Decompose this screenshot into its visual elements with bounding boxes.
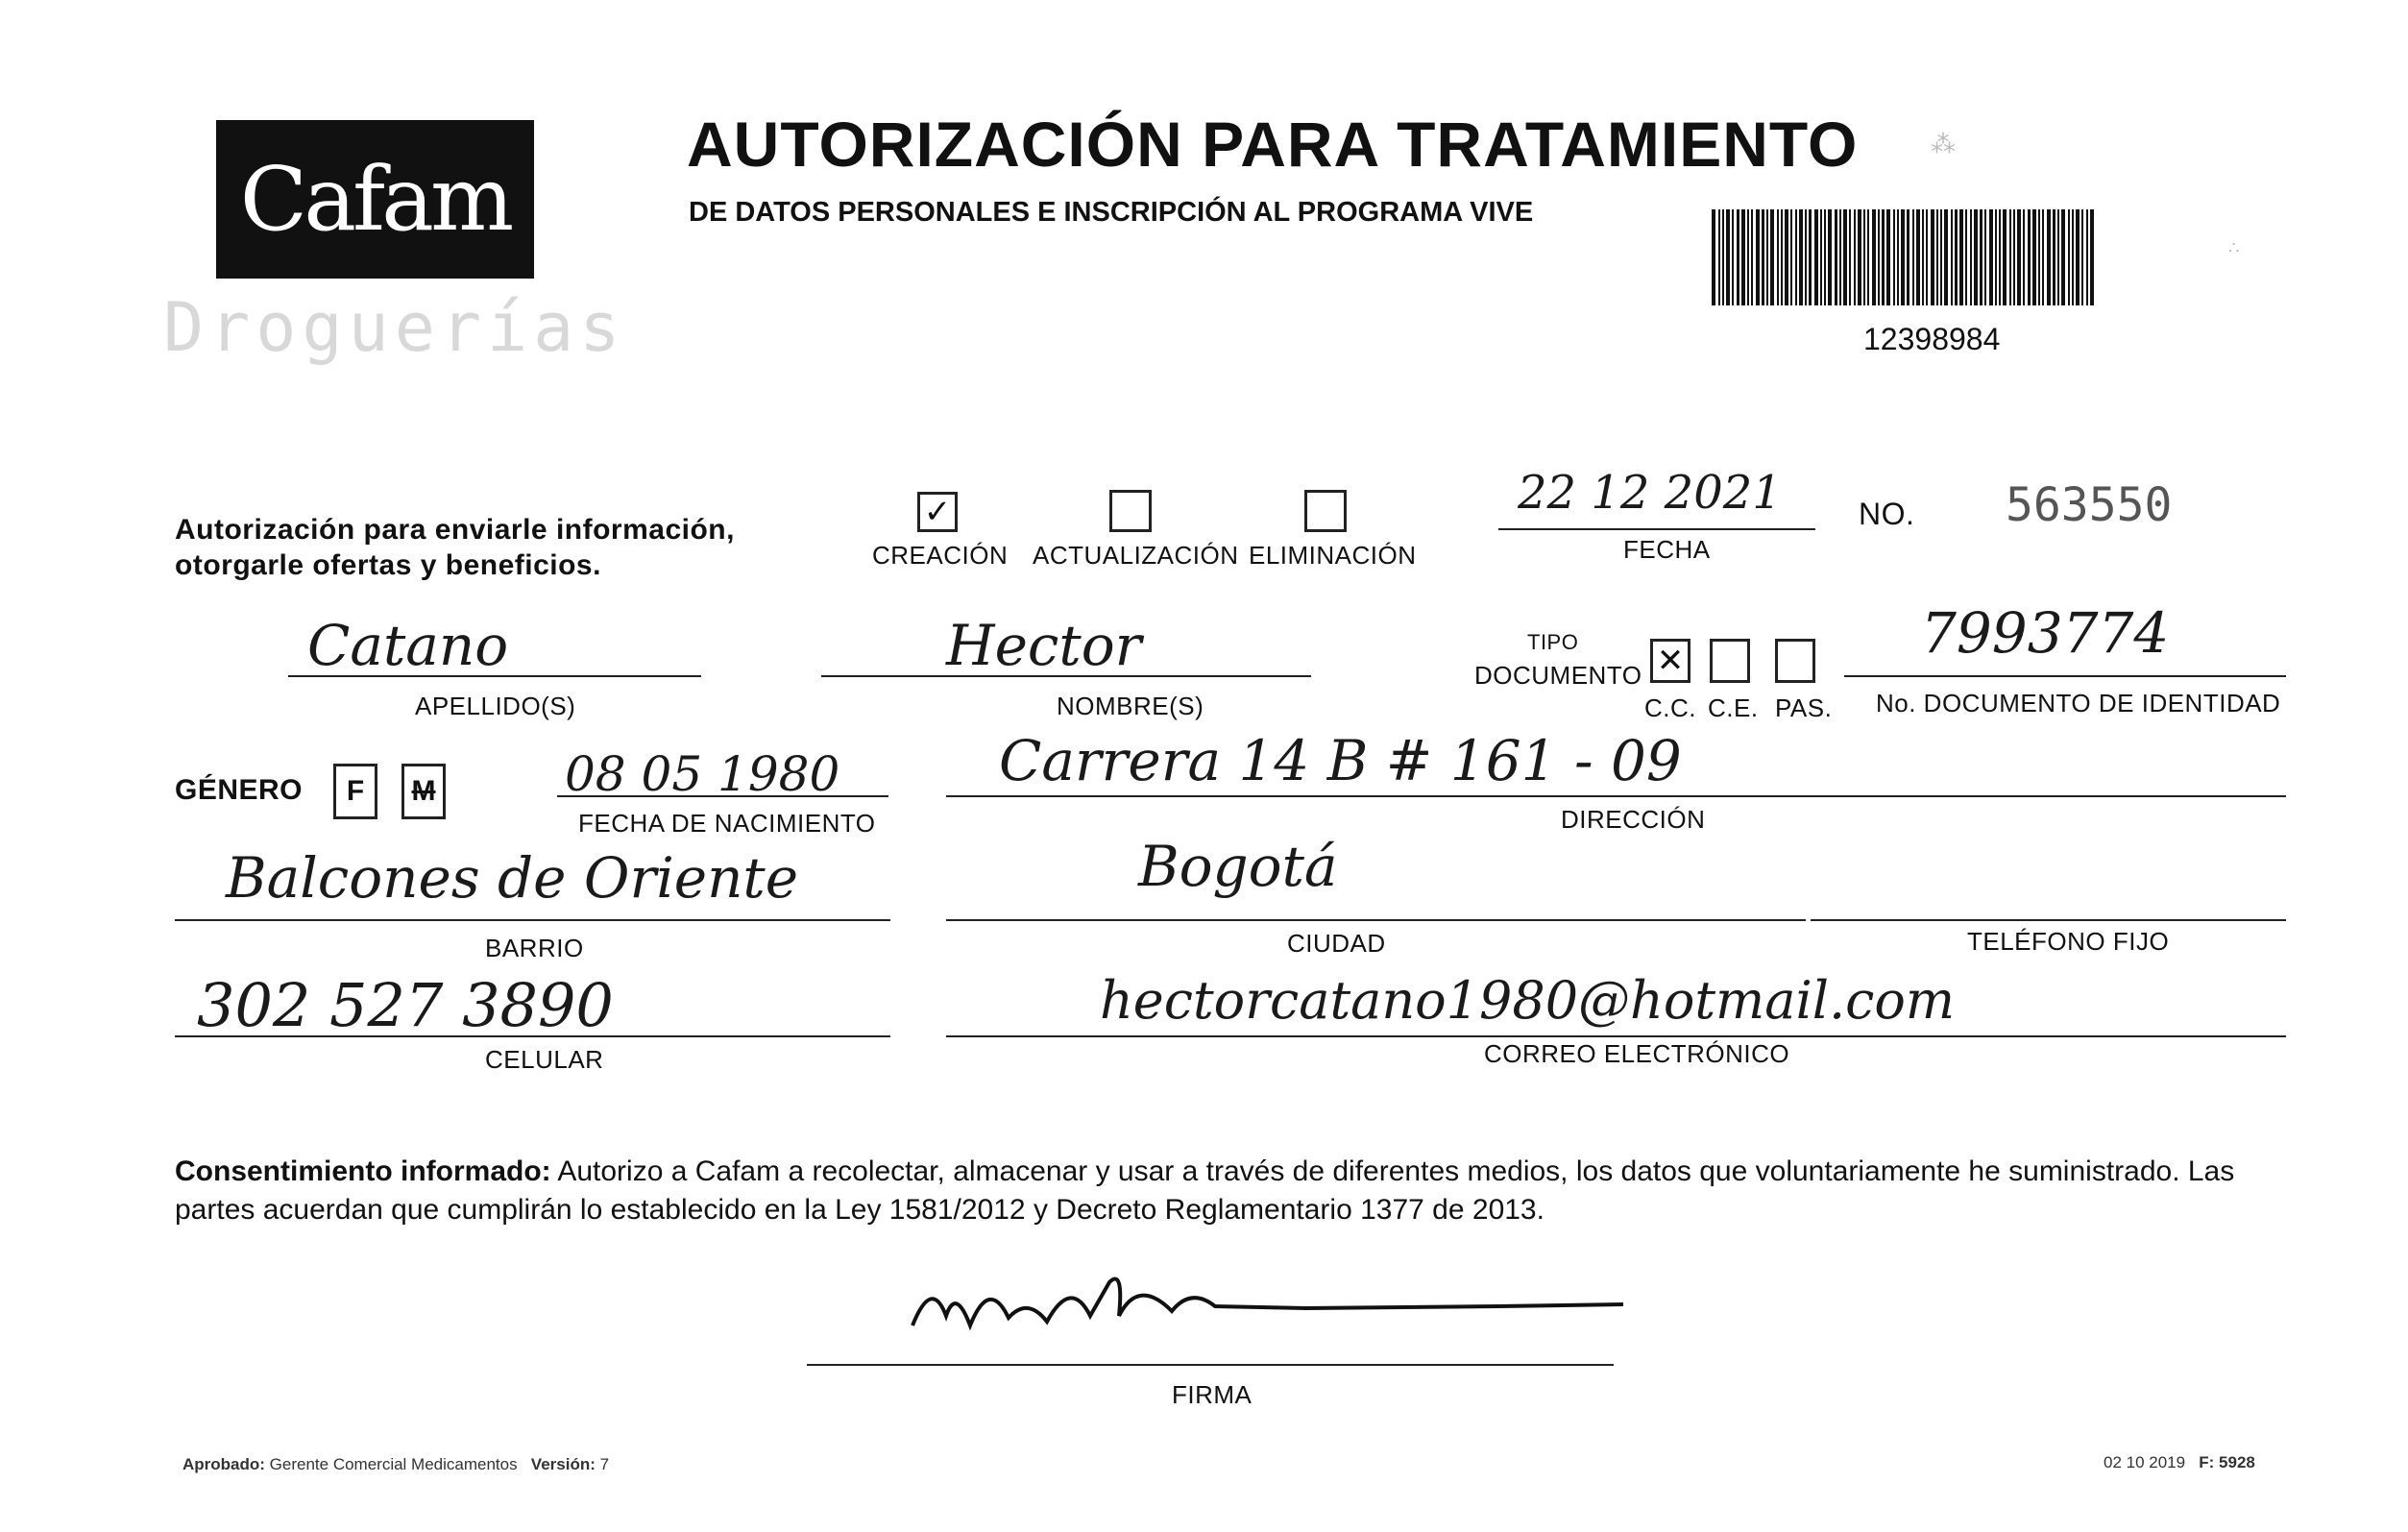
birth-date-value[interactable]: 08 05 1980	[565, 746, 840, 802]
barcode-bar	[2028, 209, 2031, 305]
barcode-bar	[1944, 209, 1948, 305]
address-line	[946, 795, 2286, 797]
barcode-bar	[1974, 209, 1978, 305]
barcode-bar	[1922, 209, 1924, 305]
barcode-bar	[1886, 209, 1890, 305]
barcode-bar	[2086, 209, 2088, 305]
approved-value: Gerente Comercial Medicamentos	[269, 1455, 518, 1473]
cell-value[interactable]: 302 527 3890	[197, 970, 614, 1040]
barcode-bar	[1995, 209, 1997, 305]
barcode-bar	[1970, 209, 1972, 305]
barcode-bar	[1989, 209, 1993, 305]
barcode-bar	[2081, 209, 2083, 305]
barcode-bar	[1901, 209, 1905, 305]
barcode	[1712, 209, 2098, 305]
barcode-bar	[1931, 209, 1934, 305]
gender-f-label: F	[346, 775, 365, 807]
footer-approval	[182, 1455, 609, 1474]
phone-label: TELÉFONO FIJO	[1967, 927, 2170, 956]
barcode-bar	[1747, 209, 1749, 305]
barcode-bar	[2061, 209, 2065, 305]
barcode-bar	[1936, 209, 1938, 305]
approved-label: Aprobado:	[182, 1455, 265, 1473]
doc-type-label-2: DOCUMENTO	[1474, 661, 1642, 690]
check-icon: ✓	[923, 494, 952, 530]
barcode-bar	[2038, 209, 2040, 305]
barrio-label: BARRIO	[485, 934, 584, 962]
barcode-bar	[1940, 209, 1942, 305]
doc-number-line	[1844, 675, 2286, 677]
option-creacion-label: CREACIÓN	[872, 541, 1009, 570]
barcode-bar	[1835, 209, 1837, 305]
phone-line	[1811, 919, 2286, 921]
barcode-bar	[1882, 209, 1885, 305]
barcode-bar	[2009, 209, 2011, 305]
barcode-bar	[1849, 209, 1851, 305]
authorization-label-line2: otorgarle ofertas y beneficios.	[175, 549, 601, 581]
barcode-bar	[1718, 209, 1720, 305]
address-label: DIRECCIÓN	[1561, 805, 1706, 834]
barcode-bar	[1741, 209, 1745, 305]
barcode-bar	[1863, 209, 1865, 305]
barcode-bar	[1955, 209, 1958, 305]
barcode-bar	[1854, 209, 1856, 305]
city-line	[946, 919, 1806, 921]
barcode-bar	[1820, 209, 1822, 305]
version-label: Versión:	[530, 1455, 596, 1473]
barcode-bar	[1907, 209, 1909, 305]
barcode-bar	[1766, 209, 1768, 305]
barcode-bar	[1777, 209, 1779, 305]
email-value[interactable]: hectorcatano1980@hotmail.com	[1100, 970, 1956, 1031]
gender-m-label: M	[411, 775, 436, 807]
barcode-bar	[1781, 209, 1783, 305]
version-value: 7	[599, 1455, 610, 1473]
checkbox-pas[interactable]	[1775, 639, 1815, 683]
checkbox-eliminacion[interactable]	[1304, 490, 1347, 532]
email-label: CORREO ELECTRÓNICO	[1484, 1039, 1790, 1068]
consent-paragraph	[175, 1153, 2278, 1229]
barcode-bar	[1790, 209, 1792, 305]
barcode-bar	[2068, 209, 2070, 305]
cell-line	[175, 1035, 890, 1037]
authorization-label-line1: Autorización para enviarle información,	[175, 514, 735, 546]
barcode-bar	[1959, 209, 1963, 305]
barcode-bar	[1751, 209, 1753, 305]
barcode-bar	[1926, 209, 1928, 305]
barcode-bar	[1867, 209, 1869, 305]
barcode-bar	[1756, 209, 1760, 305]
barcode-bar	[1809, 209, 1812, 305]
footer-date: 02 10 2019	[2104, 1453, 2186, 1471]
x-mark-icon: ✕	[1656, 643, 1685, 679]
checkbox-creacion[interactable]	[917, 492, 958, 532]
barcode-bar	[2017, 209, 2021, 305]
number-label: NO.	[1859, 497, 1915, 531]
barcode-bar	[1762, 209, 1764, 305]
barcode-bar	[1712, 209, 1715, 305]
consent-text: Autorizo a Cafam a recolectar, almacenar y usar a través de diferentes medios, los datos que voluntariamente he suministrado. Las partes acuerdan que cumplirán lo establecido en la Ley 1581/2012 y Decreto Reglamentario 1377 de 2013.	[175, 1155, 2235, 1226]
barcode-bar	[1732, 209, 1734, 305]
barcode-bar	[1912, 209, 1914, 305]
barcode-bar	[1722, 209, 1724, 305]
doc-number-value[interactable]: 7993774	[1921, 600, 2170, 666]
barcode-bar	[2042, 209, 2044, 305]
address-value[interactable]: Carrera 14 B # 161 - 09	[999, 728, 1682, 793]
surname-value[interactable]: Catano	[307, 613, 509, 678]
name-label: NOMBRE(S)	[1057, 692, 1204, 720]
signature-label[interactable]: FIRMA	[1172, 1380, 1253, 1409]
doc-type-label-1: TIPO	[1527, 630, 1579, 654]
option-eliminacion-label: ELIMINACIÓN	[1249, 541, 1417, 570]
barcode-bar	[1951, 209, 1953, 305]
barcode-bar	[1872, 209, 1876, 305]
signature-line	[807, 1364, 1614, 1366]
barcode-bar	[1795, 209, 1797, 305]
barcode-bar	[2032, 209, 2036, 305]
city-value[interactable]: Bogotá	[1138, 834, 1338, 899]
barcode-bar	[1737, 209, 1739, 305]
barcode-bar	[2047, 209, 2051, 305]
barcode-bar	[1878, 209, 1880, 305]
barcode-bar	[2023, 209, 2025, 305]
form-code: F: 5928	[2199, 1453, 2255, 1471]
stamp-smudge-icon-2: ∴	[2228, 238, 2240, 257]
date-line	[1498, 528, 1815, 530]
barcode-bar	[1843, 209, 1847, 305]
doc-type-pas-label: PAS.	[1775, 693, 1833, 722]
barcode-bar	[1897, 209, 1899, 305]
checkbox-ce[interactable]	[1710, 639, 1750, 683]
barrio-value[interactable]: Balcones de Oriente	[226, 845, 799, 911]
barcode-bar	[1999, 209, 2001, 305]
checkbox-gender-m[interactable]	[401, 764, 446, 819]
barcode-bar	[1814, 209, 1818, 305]
barrio-line	[175, 919, 890, 921]
form-title: AUTORIZACIÓN PARA TRATAMIENTO	[687, 109, 1859, 180]
barcode-bar	[1965, 209, 1967, 305]
gender-label: GÉNERO	[175, 774, 304, 806]
birth-date-line	[557, 795, 888, 797]
form-subtitle: DE DATOS PERSONALES E INSCRIPCIÓN AL PROGRAMA VIVE	[689, 197, 1534, 228]
barcode-bar	[1984, 209, 1986, 305]
cell-label: CELULAR	[485, 1045, 604, 1074]
checkbox-actualizacion[interactable]	[1109, 490, 1152, 532]
barcode-bar	[1805, 209, 1807, 305]
doc-number-label: No. DOCUMENTO DE IDENTIDAD	[1876, 689, 2281, 717]
email-line	[946, 1035, 2286, 1037]
checkbox-gender-f[interactable]	[333, 764, 377, 819]
barcode-bar	[2053, 209, 2055, 305]
cafam-logo	[216, 120, 534, 279]
consent-heading: Consentimiento informado:	[175, 1155, 551, 1187]
date-handwritten[interactable]: 22 12 2021	[1518, 466, 1782, 520]
stamp-smudge-icon: ⁂	[1931, 130, 1956, 158]
signature-drawing	[903, 1258, 1633, 1364]
barcode-bar	[1828, 209, 1832, 305]
barcode-bar	[1916, 209, 1920, 305]
date-label: FECHA	[1623, 535, 1711, 564]
barcode-number: 12398984	[1863, 322, 2001, 356]
barcode-bar	[1858, 209, 1861, 305]
barcode-bar	[2076, 209, 2080, 305]
option-actualizacion-label: ACTUALIZACIÓN	[1033, 541, 1239, 570]
barcode-bar	[1785, 209, 1788, 305]
name-value[interactable]: Hector	[946, 613, 1142, 678]
barcode-bar	[2013, 209, 2015, 305]
barcode-bar	[1893, 209, 1895, 305]
doc-type-ce-label: C.E.	[1708, 693, 1759, 722]
doc-type-cc-label: C.C.	[1644, 693, 1696, 722]
checkbox-cc[interactable]	[1650, 639, 1690, 683]
barcode-bar	[1839, 209, 1841, 305]
barcode-bar	[1726, 209, 1730, 305]
surname-label: APELLIDO(S)	[415, 692, 576, 720]
barcode-bar	[2072, 209, 2074, 305]
barcode-bar	[1770, 209, 1774, 305]
city-label: CIUDAD	[1287, 929, 1386, 958]
barcode-bar	[2057, 209, 2059, 305]
barcode-bar	[2090, 209, 2094, 305]
footer-meta	[2104, 1453, 2255, 1472]
barcode-bar	[1980, 209, 1982, 305]
barcode-bar	[1824, 209, 1826, 305]
birth-date-label: FECHA DE NACIMIENTO	[578, 809, 876, 838]
barcode-bar	[2003, 209, 2007, 305]
droguerias-watermark: Droguerías	[163, 288, 626, 367]
logo-text: Cafam	[239, 148, 511, 251]
form-number: 563550	[2006, 478, 2173, 532]
barcode-bar	[1799, 209, 1803, 305]
